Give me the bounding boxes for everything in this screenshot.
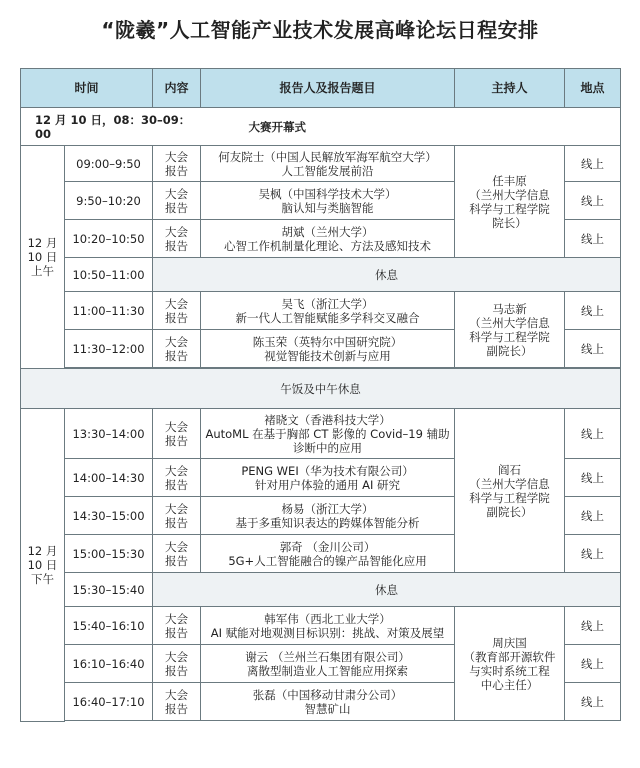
- session-topic: 新一代人工智能赋能多学科交叉融合: [235, 310, 420, 325]
- afternoon-host-1: 阎石 （兰州大学信息 科学与工程学院 副院长）: [455, 409, 565, 573]
- session-venue: 线上: [565, 220, 621, 258]
- session-time: 14:30–15:00: [65, 497, 153, 535]
- session-venue: 线上: [565, 607, 621, 645]
- session-venue: 线上: [565, 182, 621, 220]
- header-time: 时间: [21, 69, 153, 108]
- break-row: [21, 573, 621, 607]
- table-row: [21, 409, 621, 459]
- break-time: 15:30–15:40: [65, 573, 153, 607]
- morning-host-1: 任丰原 （兰州大学信息 科学与工程学院 院长）: [455, 146, 565, 258]
- afternoon-date: [21, 409, 65, 722]
- session-speaker: 郭奇 （金川公司）: [279, 539, 376, 554]
- session-venue: 线上: [565, 409, 621, 459]
- session-time: 11:30–12:00: [65, 330, 153, 368]
- session-venue: 线上: [565, 645, 621, 683]
- session-type: 大会 报告: [153, 497, 201, 535]
- afternoon-date-label: 12 月 10 日 下午: [27, 543, 58, 586]
- header-speaker: 报告人及报告题目: [201, 69, 455, 108]
- table-row: [21, 607, 621, 645]
- session-time: 11:00–11:30: [65, 292, 153, 330]
- session-speaker-cell: [201, 645, 455, 683]
- session-type: 大会 报告: [153, 220, 201, 258]
- session-speaker-cell: [201, 409, 455, 459]
- break-label: 休息: [153, 258, 621, 292]
- morning-date: [21, 146, 65, 369]
- session-type: 大会 报告: [153, 645, 201, 683]
- session-topic: 基于多重知识表达的跨媒体智能分析: [235, 515, 420, 530]
- session-venue: 线上: [565, 330, 621, 368]
- session-type: 大会 报告: [153, 535, 201, 573]
- session-topic: 离散型制造业人工智能应用探索: [247, 663, 409, 678]
- session-topic: AutoML 在基于胸部 CT 影像的 Covid–19 辅助诊断中的应用: [205, 426, 450, 455]
- break-time: 10:50–11:00: [65, 258, 153, 292]
- session-speaker: 张磊（中国移动甘肃分公司）: [252, 687, 403, 702]
- header-content: 内容: [153, 69, 201, 108]
- morning-date-label: 12 月 10 日 上午: [27, 236, 58, 278]
- session-type: 大会 报告: [153, 683, 201, 721]
- session-speaker-cell: [201, 607, 455, 645]
- session-speaker-cell: [201, 459, 455, 497]
- opening-row: [21, 108, 621, 146]
- table-row: [21, 292, 621, 330]
- session-speaker: 胡斌（兰州大学）: [281, 224, 374, 239]
- session-time: 09:00–9:50: [65, 146, 153, 182]
- header-host: 主持人: [455, 69, 565, 108]
- session-time: 14:00–14:30: [65, 459, 153, 497]
- session-type: 大会 报告: [153, 182, 201, 220]
- session-speaker-cell: [201, 292, 455, 330]
- session-time: 16:10–16:40: [65, 645, 153, 683]
- session-speaker-cell: [201, 146, 455, 182]
- session-venue: 线上: [565, 535, 621, 573]
- session-speaker: 杨易（浙江大学）: [281, 501, 374, 516]
- session-type: 大会 报告: [153, 146, 201, 182]
- session-speaker: 陈玉荣（英特尔中国研究院）: [252, 334, 403, 349]
- session-topic: 智慧矿山: [304, 701, 351, 716]
- session-topic: 脑认知与类脑智能: [281, 200, 374, 215]
- session-venue: 线上: [565, 146, 621, 182]
- opening-label: 大赛开幕式: [201, 108, 621, 146]
- session-time: 9:50–10:20: [65, 182, 153, 220]
- session-speaker-cell: [201, 330, 455, 368]
- opening-time: 12 月 10 日，08：30–09：00: [21, 108, 201, 146]
- session-speaker-cell: [201, 220, 455, 258]
- session-speaker-cell: [201, 683, 455, 721]
- session-time: 10:20–10:50: [65, 220, 153, 258]
- header-row: [21, 69, 621, 108]
- session-type: 大会 报告: [153, 409, 201, 459]
- session-speaker: 谢云 （兰州兰石集团有限公司）: [245, 649, 410, 664]
- session-time: 13:30–14:00: [65, 409, 153, 459]
- header-venue: 地点: [565, 69, 621, 108]
- session-speaker: 吴飞（浙江大学）: [281, 296, 374, 311]
- session-speaker: 韩军伟（西北工业大学）: [264, 611, 391, 626]
- session-topic: 心智工作机制量化理论、方法及感知技术: [224, 238, 432, 253]
- session-type: 大会 报告: [153, 292, 201, 330]
- session-type: 大会 报告: [153, 459, 201, 497]
- session-topic: 5G+人工智能融合的镍产品智能化应用: [228, 553, 427, 568]
- session-speaker-cell: [201, 535, 455, 573]
- session-topic: 人工智能发展前沿: [281, 163, 374, 178]
- session-speaker: 褚晓文（香港科技大学）: [264, 412, 391, 427]
- session-time: 15:00–15:30: [65, 535, 153, 573]
- session-speaker: 吴枫（中国科学技术大学）: [258, 186, 397, 201]
- session-type: 大会 报告: [153, 330, 201, 368]
- page-title: “陇羲”人工智能产业技术发展高峰论坛日程安排: [101, 18, 539, 42]
- table-row: [21, 146, 621, 182]
- session-venue: 线上: [565, 683, 621, 721]
- session-speaker: 何友院士（中国人民解放军海军航空大学）: [218, 149, 437, 164]
- session-speaker-cell: [201, 497, 455, 535]
- session-venue: 线上: [565, 292, 621, 330]
- session-venue: 线上: [565, 459, 621, 497]
- afternoon-host-2: 周庆国 （教育部开源软件 与实时系统工程 中心主任）: [455, 607, 565, 721]
- break-row: [21, 258, 621, 292]
- session-topic: AI 赋能对地观测目标识别：挑战、对策及展望: [210, 625, 445, 640]
- session-topic: 针对用户体验的通用 AI 研究: [254, 477, 401, 492]
- schedule-table: [20, 68, 621, 722]
- lunch-row: [21, 369, 621, 409]
- session-topic: 视觉智能技术创新与应用: [264, 348, 391, 363]
- session-venue: 线上: [565, 497, 621, 535]
- session-type: 大会 报告: [153, 607, 201, 645]
- break-label: 休息: [153, 573, 621, 607]
- session-time: 16:40–17:10: [65, 683, 153, 721]
- lunch-label: 午饭及中午休息: [21, 369, 621, 409]
- session-speaker: PENG WEI（华为技术有限公司）: [241, 463, 414, 478]
- session-time: 15:40–16:10: [65, 607, 153, 645]
- morning-host-2: 马志新 （兰州大学信息 科学与工程学院 副院长）: [455, 292, 565, 368]
- session-speaker-cell: [201, 182, 455, 220]
